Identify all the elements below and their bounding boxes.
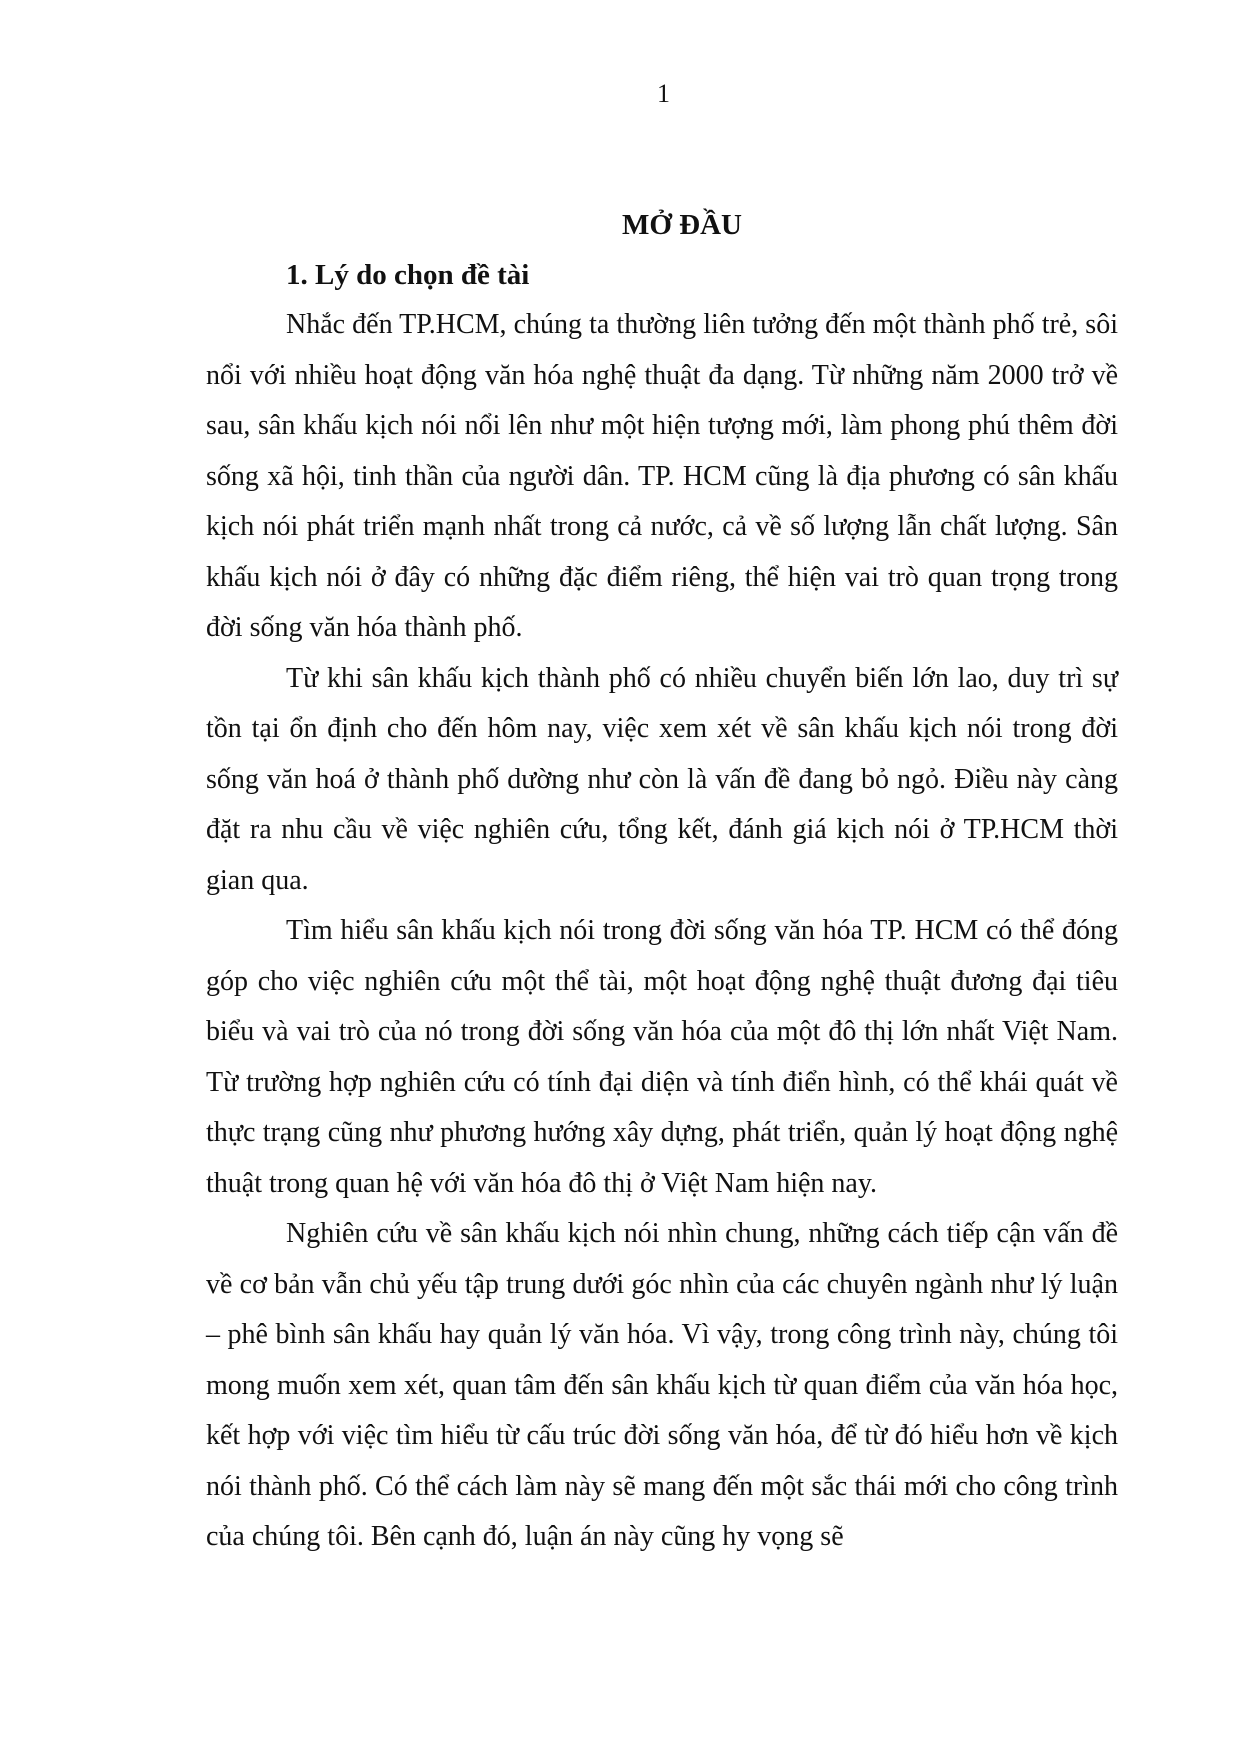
body-paragraph: Nghiên cứu về sân khấu kịch nói nhìn chung, những cách tiếp cận vấn đề về cơ bản vẫn chủ yếu tập trung dưới góc nhìn của các chuyên ngành như lý luận – phê bình sân khấu hay quản lý văn hóa. Vì vậy, trong công trình này, chúng tôi mong muốn xem xét, quan tâm đến sân khấu kịch từ quan điểm của văn hóa học, kết hợp với việc tìm hiểu từ cấu trúc đời sống văn hóa, để từ đó hiểu hơn về kịch nói thành phố. Có thể cách làm này sẽ mang đến một sắc thái mới cho công trình của chúng tôi. Bên cạnh đó, luận án này cũng hy vọng sẽ [206, 1218, 1118, 1552]
body-paragraph: Từ khi sân khấu kịch thành phố có nhiều chuyển biến lớn lao, duy trì sự tồn tại ổn định cho đến hôm nay, việc xem xét về sân khấu kịch nói trong đời sống văn hoá ở thành phố dường như còn là vấn đề đang bỏ ngỏ. Điều này càng đặt ra nhu cầu về việc nghiên cứu, tổng kết, đánh giá kịch nói ở TP.HCM thời gian qua. [206, 662, 1118, 896]
section-title: 1. Lý do chọn đề tài [286, 259, 530, 291]
body-paragraph: Nhắc đến TP.HCM, chúng ta thường liên tưởng đến một thành phố trẻ, sôi nổi với nhiều hoạt động văn hóa nghệ thuật đa dạng. Từ những năm 2000 trở về sau, sân khấu kịch nói nổi lên như một hiện tượng mới, làm phong phú thêm đời sống xã hội, tinh thần của người dân. TP. HCM cũng là địa phương có sân khấu kịch nói phát triển mạnh nhất trong cả nước, cả về số lượng lẫn chất lượng. Sân khấu kịch nói ở đây có những đặc điểm riêng, thể hiện vai trò quan trọng trong đời sống văn hóa thành phố. [206, 309, 1118, 643]
body-paragraph: Tìm hiểu sân khấu kịch nói trong đời sống văn hóa TP. HCM có thể đóng góp cho việc nghiên cứu một thể tài, một hoạt động nghệ thuật đương đại tiêu biểu và vai trò của nó trong đời sống văn hóa của một đô thị lớn nhất Việt Nam. Từ trường hợp nghiên cứu có tính đại diện và tính điển hình, có thể khái quát về thực trạng cũng như phương hướng xây dựng, phát triển, quản lý hoạt động nghệ thuật trong quan hệ với văn hóa đô thị ở Việt Nam hiện nay. [206, 915, 1118, 1199]
page-content [206, 200, 1118, 1563]
page-number: 1 [657, 79, 670, 108]
chapter-heading: MỞ ĐẦU [621, 209, 742, 241]
